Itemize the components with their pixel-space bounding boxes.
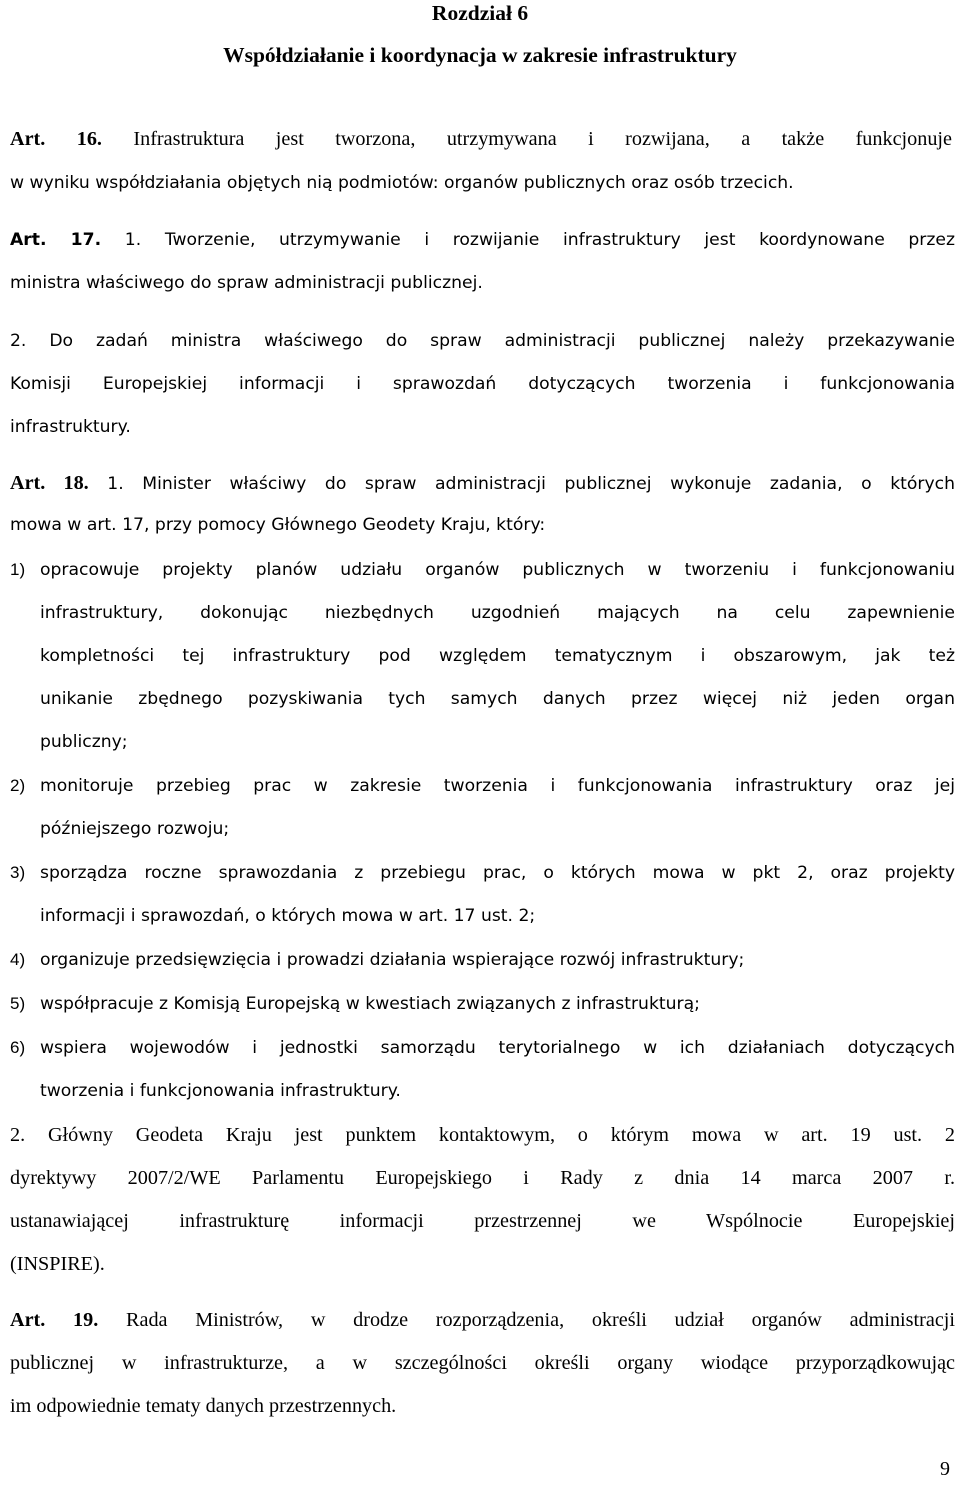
list-item-number: 1) — [10, 560, 26, 579]
art17-label: Art. 17. — [10, 230, 102, 250]
art17-p1-line2: ministra właściwego do spraw administracji publicznej. — [10, 273, 483, 293]
art18-p1-line1 — [10, 470, 955, 496]
list-item-line: późniejszego rozwoju; — [40, 819, 230, 839]
art18-p1-text-2b: 17, przy pomocy Głównego Geodety Kraju, który: — [122, 515, 546, 535]
list-item-line: informacji i sprawozdań, o których mowa w art. 17 ust. 2; — [40, 906, 536, 926]
art16-line2: w wyniku współdziałania objętych nią podmiotów: organów publicznych oraz osób trzecich. — [10, 173, 794, 193]
art18-label: Art. 18. — [10, 472, 89, 494]
page-number: 9 — [940, 1458, 950, 1480]
list-item-line: monitoruje przebieg prac w zakresie tworzenia i funkcjonowania infrastruktury oraz jej — [40, 776, 955, 796]
list-item-number: 2) — [10, 776, 26, 795]
list-item-number: 6) — [10, 1038, 26, 1057]
list-item-number: 3) — [10, 863, 26, 882]
list-item-number: 4) — [10, 950, 26, 969]
list-item-line: kompletności tej infrastruktury pod względem tematycznym i obszarowym, jak też — [40, 646, 955, 666]
art17-p2-line1: 2. Do zadań ministra właściwego do spraw administracji publicznej należy przekazywanie — [10, 331, 955, 351]
art18-p2-line4: (INSPIRE). — [10, 1253, 105, 1275]
list-item-line: wspiera wojewodów i jednostki samorządu terytorialnego w ich działaniach dotyczących — [40, 1038, 955, 1058]
art17-p2-line3: infrastruktury. — [10, 417, 131, 437]
art19-line2: publicznej w infrastrukturze, a w szczególności określi organy wiodące przyporządkowując — [10, 1352, 955, 1374]
chapter-title: Rozdział 6 — [431, 1, 529, 25]
art19-line3: im odpowiednie tematy danych przestrzennych. — [10, 1395, 397, 1417]
art16-label: Art. 16. — [10, 128, 102, 150]
art19-line1 — [10, 1307, 955, 1333]
list-item-line: organizuje przedsięwzięcia i prowadzi działania wspierające rozwój infrastruktury; — [40, 950, 745, 970]
art18-p1-text-1: 1. Minister właściwy do spraw administracji publicznej wykonuje zadania, o których — [107, 474, 955, 494]
list-item-line: sporządza roczne sprawozdania z przebiegu prac, o których mowa w pkt 2, oraz projekty — [40, 863, 955, 883]
art16-text-1: Infrastruktura jest tworzona, utrzymywana i rozwijana, a także funkcjonuje — [133, 128, 952, 150]
chapter-subtitle: Współdziałanie i koordynacja w zakresie infrastruktury — [223, 43, 737, 67]
art17-p1-text-1: 1. Tworzenie, utrzymywanie i rozwijanie infrastruktury jest koordynowane przez — [124, 230, 955, 250]
art18-p1-line2 — [10, 512, 545, 538]
art19-label: Art. 19. — [10, 1309, 99, 1331]
art16-line1 — [10, 126, 952, 152]
art18-p2-line3: ustanawiającej infrastrukturę informacji przestrzennej we Wspólnocie Europejskiej — [10, 1210, 955, 1232]
art18-p2-line1: 2. Główny Geodeta Kraju jest punktem kontaktowym, o którym mowa w art. 19 ust. 2 — [10, 1124, 955, 1146]
art17-p2-line2: Komisji Europejskiej informacji i sprawozdań dotyczących tworzenia i funkcjonowania — [10, 374, 955, 394]
list-item-line: infrastruktury, dokonując niezbędnych uzgodnień mających na celu zapewnienie — [40, 603, 955, 623]
list-item-number: 5) — [10, 994, 26, 1013]
art18-p1-text-2a: mowa w art. — [10, 515, 117, 535]
art18-p2-line2: dyrektywy 2007/2/WE Parlamentu Europejskiego i Rady z dnia 14 marca 2007 r. — [10, 1167, 955, 1189]
list-item-line: unikanie zbędnego pozyskiwania tych samych danych przez więcej niż jeden organ — [40, 689, 955, 709]
art17-p1-line1 — [10, 227, 955, 253]
art19-text-1: Rada Ministrów, w drodze rozporządzenia, określi udział organów administracji — [126, 1309, 955, 1331]
list-item-line: tworzenia i funkcjonowania infrastruktury. — [40, 1081, 401, 1101]
list-item-line: opracowuje projekty planów udziału organów publicznych w tworzeniu i funkcjonowaniu — [40, 560, 955, 580]
list-item-line: współpracuje z Komisją Europejską w kwestiach związanych z infrastrukturą; — [40, 994, 700, 1014]
list-item-line: publiczny; — [40, 732, 128, 752]
